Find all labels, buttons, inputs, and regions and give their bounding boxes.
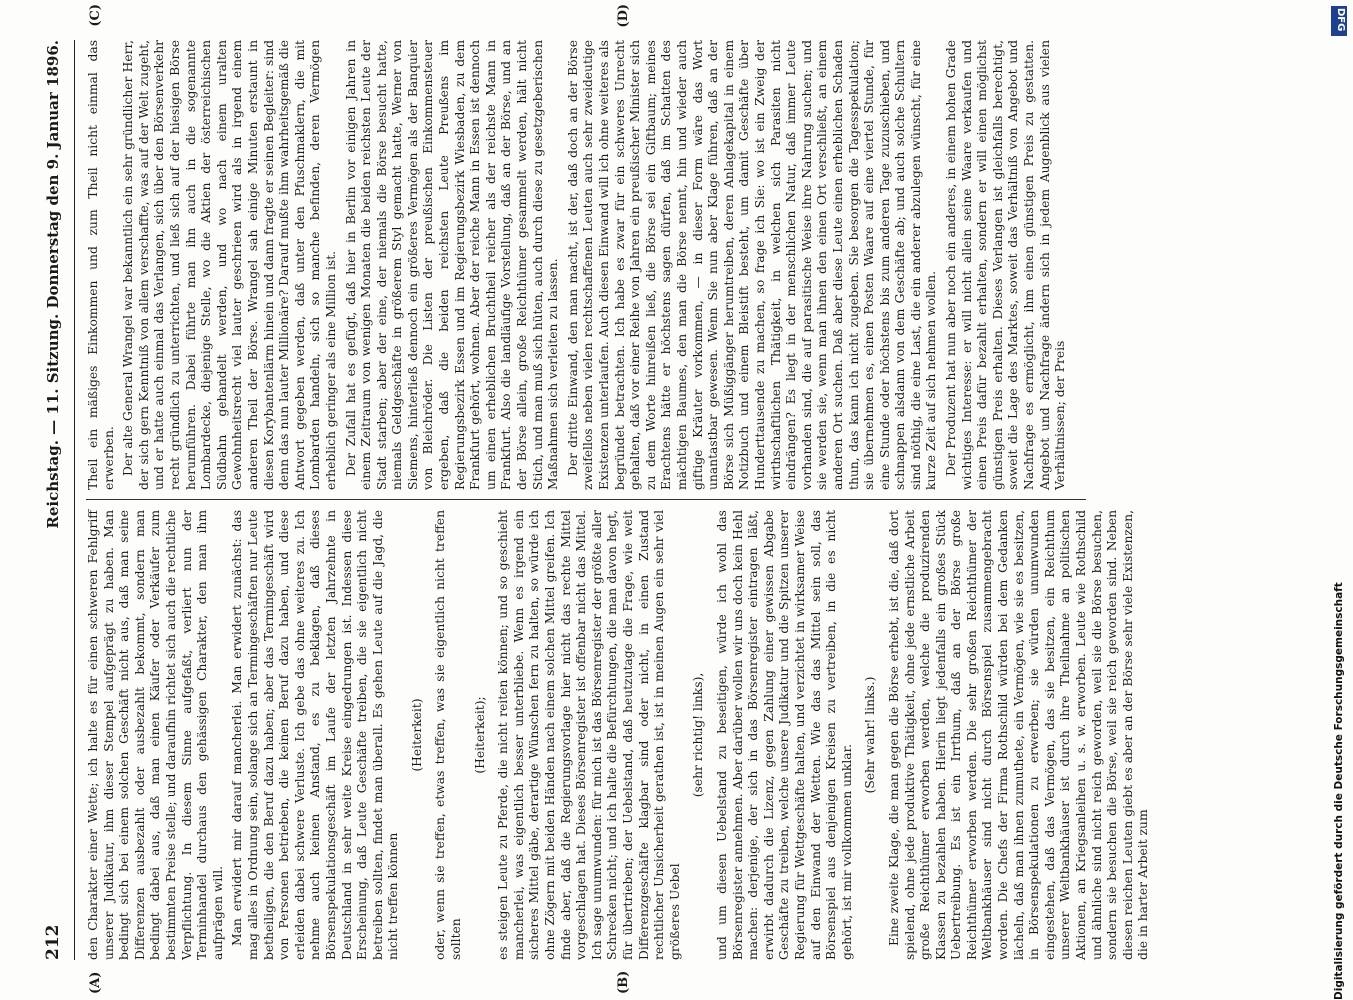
paragraph: und um diesen Uebelstand zu beseitigen, würde ich wohl das Börsenregister annehmen. Aber darüber wollen wir uns doch kein Hehl machen: derjenige, der sich in das Börsenregister eintragen läßt, erwirbt dadurch die Lizenz, gegen Zahlung einer gewissen Abgabe Geschäfte zu treiben, welche unsere Judikatur und die Spitzen unserer Regierung für Wettgeschäfte halten, und verzichtet in wirksamer Weise auf den Einwand der Wetten. Wie das das Mittel sein soll, das Börsenspiel aus denjenigen Kreisen zu vertreiben, in die es nicht gehört, ist mir vollkommen unklar. [714,510,854,960]
paragraph: Man erwidert mir darauf mancherlei. Man erwidert zunächst: das mag alles in Ordnung sein, solange sich an Termingeschäften nur Leute betheiligen, die den Beruf dazu haben; aber das Termingeschäft wird von Personen betrieben, die keinen Beruf dazu haben, und diese erleiden dabei schwere Verluste. Ich gebe das ohne weiteres zu. Ich nehme auch keinen Anstand, es zu beklagen, daß dieses Börsenspekulationsgeschäft im Laufe der letzten Jahrzehnte in Deutschland in sehr weite Kreise eingedrungen ist. Indessen diese Erscheinung, daß Leute Geschäfte treiben, die sie eigentlich nicht betreiben sollten, findet man überall. Es gehen Leute auf die Jagd, die nicht treffen können [230,510,401,960]
running-head [36,40,70,960]
page-title: Reichstag. — 11. Sitzung. Donnerstag den 9. Januar 1896. [44,40,62,529]
margin-mark-b: (B) [616,970,631,994]
interjection: (Heiterkeit) [409,698,424,772]
paragraph: Der dritte Einwand, den man macht, ist der, daß doch an der Börse zweifellos neben vielen rechtschaffenen Leuten auch sehr zweideutige Existenzen unterlaufen. Auch diesen Einwand will ich ohne weiteres als begründet betrachten. Ich habe es zwar für ein schweres Unrecht gehalten, daß vor einer Reihe von Jahren ein preußischer Minister sich zu dem Worte hinreißen ließ, die Börse sei ein Giftbaum; meines Erachtens hätte er höchstens sagen dürfen, daß im Schatten des mächtigen Baumes, den man die Börse nennt, hin und wieder auch giftige Kräuter vorkommen, — in dieser Form wäre das Wort unantastbar gewesen. Wenn Sie nun aber Klage führen, daß an der Börse sich Müßiggänger herumtreiben, deren Anlagekapital in einem Notizbuch und einem Bleistift besteht, um damit Geschäfte über Hunderttausende zu machen, so frage ich Sie: wo ist ein Zweig der wirthschaftlichen Thätigkeit, in welchen sich Parasiten nicht eindrängen? Es liegt in der menschlichen Natur, daß immer Leute vorhanden sind, die auf parasitische Weise ihre Nahrung suchen; und sie werden sie, wenn man ihnen den einen Ort verschließt, an einem anderen Ort suchen. Daß aber diese Leute einen erheblichen Schaden thun, das kann ich nicht zugeben. Sie besorgen die Tagesspekulation; sie übernehmen es, einen Posten Waare auf eine viertel Stunde, für eine Stunde oder höchstens bis zum anderen Tage zuzuschieben, und schnappen alsdann von dem Geschäfte ab; und auch solche Schultern sind nöthig, die eine Last, die ein anderer abzulegen wünscht, für eine kurze Zeit auf sich nehmen wollen. [565,40,939,490]
paragraph: Der alte General Wrangel war bekanntlich ein sehr gründlicher Herr, der sich gern Kenntniß von allem verschaffte, was auf der Welt zugeht, und er hatte auch einmal das Verlangen, sich über den Börsenverkehr recht gründlich zu unterrichten, und ließ sich auf der hiesigen Börse herumführen. Dabei führte man ihn auch in die sogenannte Lombardecke, diejenige Stelle, wo die Aktien der österreichischen Südbahn gehandelt werden, und wo nach einem uralten Gewohnheitsrecht viel lauter geschrieen wird als in irgend einem anderen Theil der Börse. Wrangel sah einige Minuten erstaunt in diesen Korybantenlärm hinein und dann fragte er seinen Begleiter: sind denn das nun lauter Millionäre? Darauf mußte ihm wahrheitsgemäß die Antwort gegeben werden, daß unter den Pfuschmaklern, die mit Lombarden handeln, sich so manche befinden, deren Vermögen erheblich geringer als eine Million ist. [121,40,338,490]
left-column [86,510,1156,960]
paragraph: es steigen Leute zu Pferde, die nicht reiten können; und so geschieht mancherlei, was eigentlich besser unterbliebe. Wenn es irgend ein sicheres Mittel gäbe, derartige Wünschen fern zu halten, so würde ich ohne Zögern mit beiden Händen nach einem solchen Mittel greifen. Ich finde aber, daß die Regierungsvorlage hier nicht das rechte Mittel vorgeschlagen hat. Dieses Börsenregister ist offenbar nicht das Mittel. Ich sage unumwunden: für mich ist das Börsenregister der größte aller Schrecken nicht; und ich halte die Befürchtungen, die man davon hegt, für übertrieben; der Uebelstand, daß heutzutage die Frage, wie weit Differenzgeschäfte klagbar sind oder nicht, in einen Zustand rechtlicher Unsicherheit gerathen ist, ist in meinen Augen ein sehr viel größeres Uebel [496,510,682,960]
paragraph: Eine zweite Klage, die man gegen die Börse erhebt, ist die, daß dort spielend, ohne jede produktive Thätigkeit, ohne jede ernstliche Arbeit große Reichthümer erworben werden, welche die produzirenden Klassen zu bezahlen haben. Hierin liegt jedenfalls ein großes Stück Uebertreibung. Es ist ein Irrthum, daß an der Börse große Reichthümer erworben werden. Die sehr großen Reichthümer der Weltbankhäuser sind nicht durch Börsenspiel zusammengebracht worden. Die Chefs der Firma Rothschild würden bei dem Gedanken lächeln, daß man ihnen zumuthete, ein Vermögen, wie sie es besitzen, in Börsenspekulationen zu erwerben; sie würden unumwunden eingestehen, daß das Vermögen, das sie besitzen, ein Reichthum unserer Weltbankhäuser ist durch ihre Theilnahme an politischen Aktionen, an Kriegsanleihen u. s. w. erworben. Leute wie Rothschild und ähnliche sind nicht reich geworden, weil sie die Börse besuchen, sondern sie besuchen die Börse, weil sie reich geworden sind. Neben diesen reichen Leuten giebt es aber an der Börse sehr viele Existenzen, die in harter Arbeit zum [886,510,1151,960]
header-rule [74,40,75,960]
column-divider [86,499,1086,500]
dfg-logo-text: DFG [1335,8,1346,32]
digitization-sidebar [1331,0,1349,1000]
paragraph: oder, wenn sie treffen, etwas treffen, was sie eigentlich nicht treffen sollten [433,510,464,960]
paragraph: den Charakter einer Wette; ich halte es für einen schweren Fehlgriff unserer Judikatur, ihm dieser Stempel aufgeprägt zu haben. Man bedingt sich bei einem solchen Geschäft nicht aus, daß man seine Differenzen ausbezahlt oder ausbezahlt bekommt, sondern man bedingt dabei aus, daß man einen Käufer oder Verkäufer zum bestimmten Preise stelle; und daraufhin richtet sich auch die rechtliche Verpflichtung. In diesem Sinne aufgefaßt, verliert nun der Terminhandel durchaus den gehässigen Charakter, den man ihm aufprägen will. [86,510,225,960]
rotated-page [36,0,1336,1000]
dfg-logo [1331,6,1347,36]
interjection: (Sehr wahr! links.) [863,676,878,794]
margin-mark-d: (D) [616,4,631,28]
digitization-credit: Digitalisierung gefördert durch die Deutsche Forschungsgemeinschaft [1333,582,1345,1000]
paragraph: Der Zufall hat es gefügt, daß hier in Berlin vor einigen Jahren in einem Zeitraum von wenigen Monaten die beiden reichsten Leute der Stadt starben; aber der eine, der niemals die Börse besucht hatte, niemals Geldgeschäfte in größerem Styl gemacht hatte, Werner von Siemens, hinterließ dennoch ein größeres Vermögen als der Banquier von Bleichröder. Die Listen der preußischen Einkommensteuer ergeben, daß die beiden reichsten Leute Preußens im Regierungsbezirk Essen und im Regierungsbezirk Wiesbaden, zu dem Frankfurt gehört, wohnen. Aber der reiche Mann in Essen ist dennoch um einen erheblichen Bruchtheil reicher als der reichste Mann in Frankfurt. Also die landläufige Vorstellung, daß an der Börse, und an der Börse allein, große Reichthümer gesammelt werden, hält nicht Stich, und man muß sich hüten, auch durch diese zu gesetzgeberischen Maßnahmen sich verleiten zu lassen. [343,40,561,490]
margin-mark-c: (C) [88,4,103,27]
right-column [86,40,1073,490]
margin-mark-a: (A) [88,971,103,994]
paragraph: Der Produzent hat nun aber noch ein anderes, in einem hohen Grade wichtiges Interesse: er will nicht allein seine Waare verkaufen und einen Preis dafür bezahlt erhalten, sondern er will einen möglichst günstigen Preis erhalten. Dieses Verlangen ist gleichfalls berechtigt, soweit die Lage des Marktes, soweit das Verhältniß von Angebot und Nachfrage es ermöglicht, ihm einen günstigen Preis zu gestatten. Angebot und Nachfrage ändern sich in jedem Augenblick aus vielen Verhältnissen; der Preis [944,40,1068,490]
interjection: (sehr richtig! links), [691,672,706,798]
page-number: 212 [43,924,63,960]
interjection: (Heiterkeit); [472,696,487,774]
paragraph: Theil ein mäßiges Einkommen und zum Theil nicht einmal das erwerben. [86,40,116,490]
